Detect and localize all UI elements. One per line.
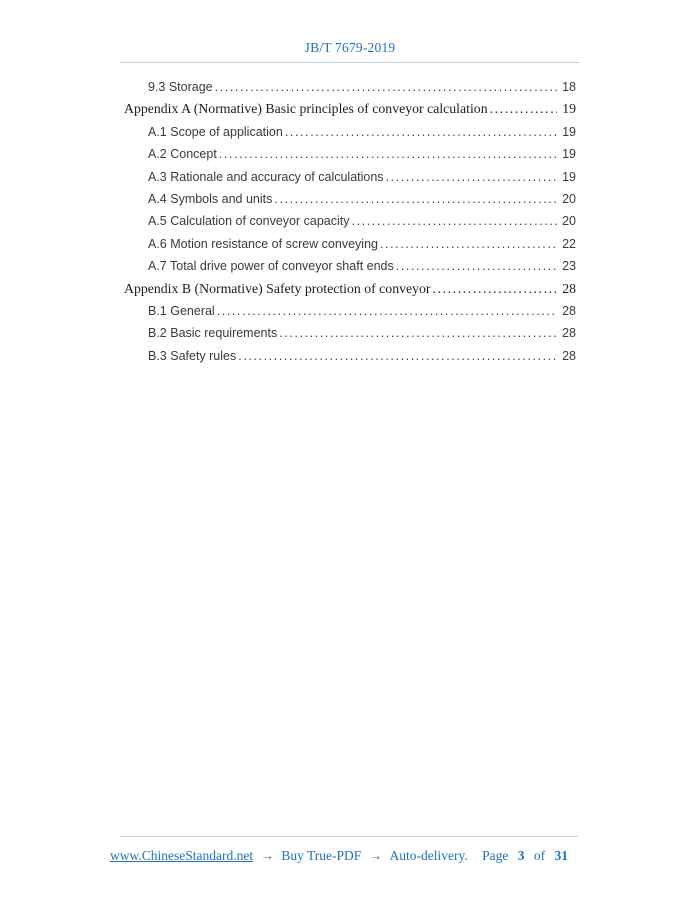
dot-leader (217, 300, 557, 322)
footer-promo (110, 848, 468, 864)
toc-page-number: 18 (562, 80, 576, 94)
toc-row (124, 300, 576, 322)
toc-row (124, 188, 576, 210)
page-indicator (476, 848, 568, 864)
arrow-right-icon: → (260, 848, 274, 863)
toc-entry-label: 9.3 Storage (148, 80, 213, 94)
toc-entry-label: B.2 Basic requirements (148, 326, 278, 341)
dot-leader (274, 188, 557, 210)
current-page-number: 3 (517, 848, 525, 863)
toc-entry-label: B.1 General (148, 303, 215, 318)
toc-page-number: 19 (562, 169, 576, 184)
toc-entry-label: A.1 Scope of application (148, 124, 283, 139)
toc-page-number: 28 (562, 280, 576, 296)
toc-entry-label: A.5 Calculation of conveyor capacity (148, 214, 350, 229)
toc-entry-label: A.6 Motion resistance of screw conveying (148, 236, 378, 251)
dot-leader (396, 255, 557, 277)
dot-leader (386, 166, 557, 188)
toc-entry-label: A.7 Total drive power of conveyor shaft ends (148, 259, 394, 274)
toc-page-number: 28 (562, 348, 576, 363)
toc-entry-label: B.3 Safety rules (148, 348, 237, 363)
dot-leader (433, 278, 557, 300)
dot-leader (490, 98, 557, 120)
toc-row (124, 345, 576, 367)
toc-page-number: 28 (562, 326, 576, 341)
dot-leader (380, 233, 557, 255)
footer-delivery-text: Auto-delivery. (389, 848, 468, 863)
toc-row (124, 255, 576, 277)
toc-page-number: 20 (562, 214, 576, 229)
standard-number-heading: JB/T 7679-2019 (304, 40, 396, 55)
toc-page-number: 19 (562, 101, 576, 117)
footer-link[interactable]: www.ChineseStandard.net (110, 848, 254, 863)
toc-row (124, 76, 576, 98)
toc-row (124, 233, 576, 255)
dot-leader (352, 210, 558, 232)
toc-entry-label: Appendix B (Normative) Safety protection of conveyor (124, 280, 431, 296)
table-of-contents (124, 76, 576, 367)
toc-row (124, 166, 576, 188)
toc-row (124, 278, 576, 300)
footer-buy-text: Buy True-PDF (281, 848, 362, 863)
toc-entry-label: A.4 Symbols and units (148, 191, 273, 206)
total-page-number: 31 (554, 848, 568, 863)
toc-page-number: 19 (562, 124, 576, 139)
toc-row (124, 210, 576, 232)
toc-entry-label: A.3 Rationale and accuracy of calculations (148, 169, 384, 184)
toc-page-number: 22 (562, 236, 576, 251)
dot-leader (285, 121, 557, 143)
dot-leader (238, 345, 557, 367)
page-word: Page (482, 848, 509, 863)
toc-row (124, 322, 576, 344)
toc-entry-label: A.2 Concept (148, 147, 217, 162)
dot-leader (215, 76, 557, 98)
dot-leader (279, 322, 557, 344)
footer-rule (120, 836, 578, 837)
toc-row (124, 121, 576, 143)
toc-row (124, 143, 576, 165)
toc-page-number: 23 (562, 259, 576, 274)
toc-entry-label: Appendix A (Normative) Basic principles of conveyor calculation (124, 101, 488, 117)
dot-leader (219, 143, 557, 165)
toc-row (124, 98, 576, 120)
of-word: of (533, 848, 546, 863)
toc-page-number: 28 (562, 303, 576, 318)
header-rule (120, 62, 580, 63)
toc-page-number: 19 (562, 147, 576, 162)
arrow-right-icon: → (368, 848, 383, 863)
page-footer (110, 848, 568, 864)
toc-page-number: 20 (562, 191, 576, 206)
